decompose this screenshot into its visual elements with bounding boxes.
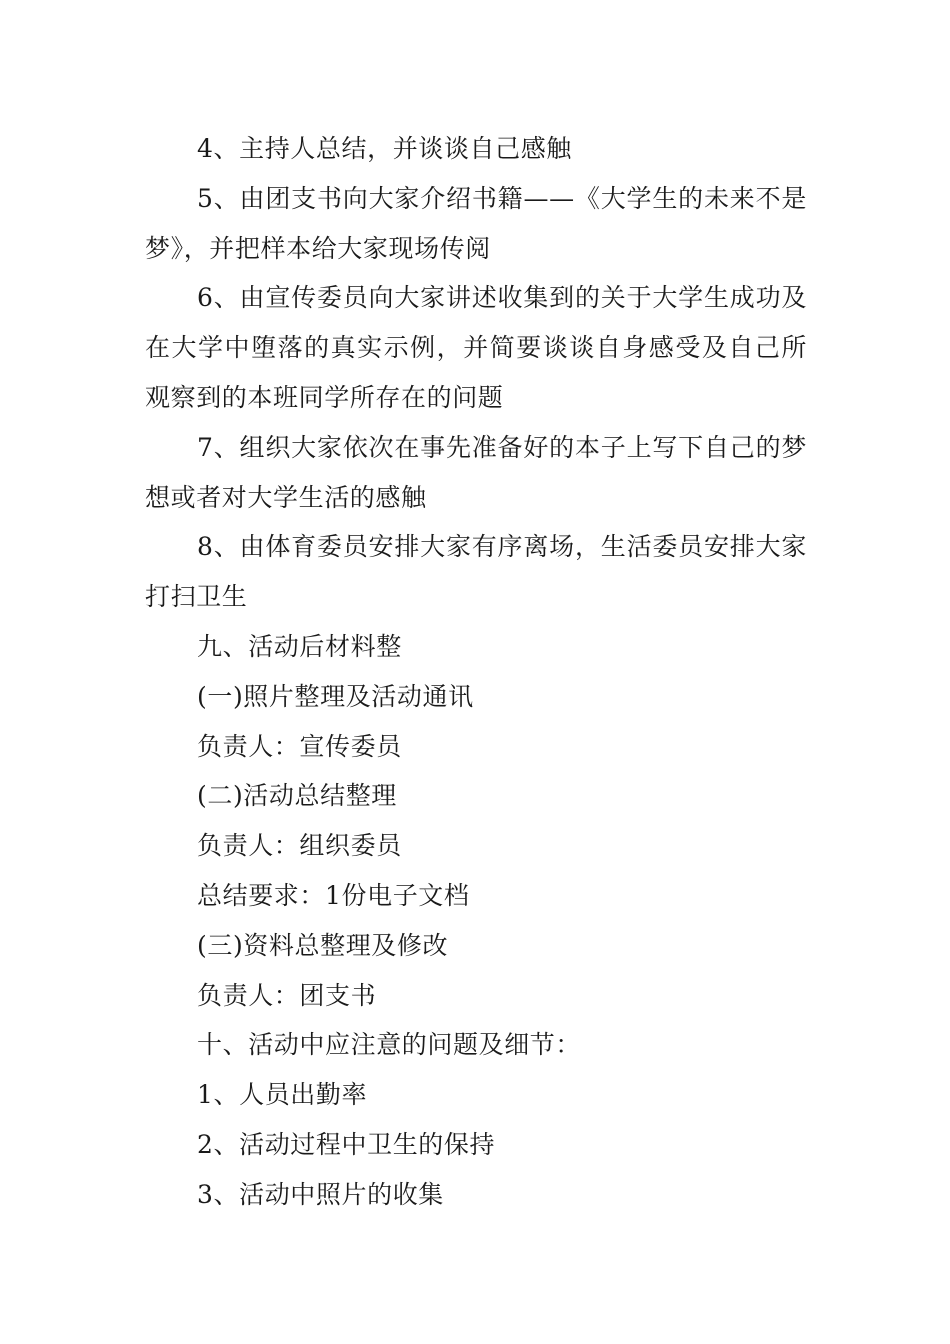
responsible-person-2: 负责人：组织委员 (197, 831, 402, 861)
section-heading-10: 十、活动中应注意的问题及细节： (197, 1030, 582, 1060)
paragraph-step-8: 8、由体育委员安排大家有序离场，生活委员安排大家打扫卫生 (145, 532, 807, 612)
paragraph-step-7: 7、组织大家依次在事先准备好的本子上写下自己的梦想或者对大学生活的感触 (145, 432, 807, 512)
paragraph-step-4: 4、主持人总结，并谈谈自己感触 (197, 134, 572, 163)
subsection-1: (一)照片整理及活动通讯 (197, 681, 474, 711)
summary-requirement: 总结要求：1份电子文档 (197, 880, 470, 910)
responsible-person-1: 负责人：宣传委员 (197, 731, 402, 761)
paragraph-step-5: 5、由团支书向大家介绍书籍——《大学生的未来不是梦》，并把样本给大家现场传阅 (145, 183, 807, 263)
responsible-person-3: 负责人：团支书 (197, 980, 377, 1010)
note-item-1: 1、人员出勤率 (197, 1080, 368, 1110)
subsection-3: (三)资料总整理及修改 (197, 930, 449, 960)
document-body (145, 124, 807, 1220)
subsection-2: (二)活动总结整理 (197, 781, 397, 811)
section-heading-9: 九、活动后材料整 (197, 631, 402, 661)
paragraph-step-6: 6、由宣传委员向大家讲述收集到的关于大学生成功及在大学中堕落的真实示例，并简要谈谈自身感受及自己所观察到的本班同学所存在的问题 (145, 283, 807, 412)
note-item-2: 2、活动过程中卫生的保持 (197, 1129, 496, 1159)
note-item-3: 3、活动中照片的收集 (197, 1179, 444, 1209)
